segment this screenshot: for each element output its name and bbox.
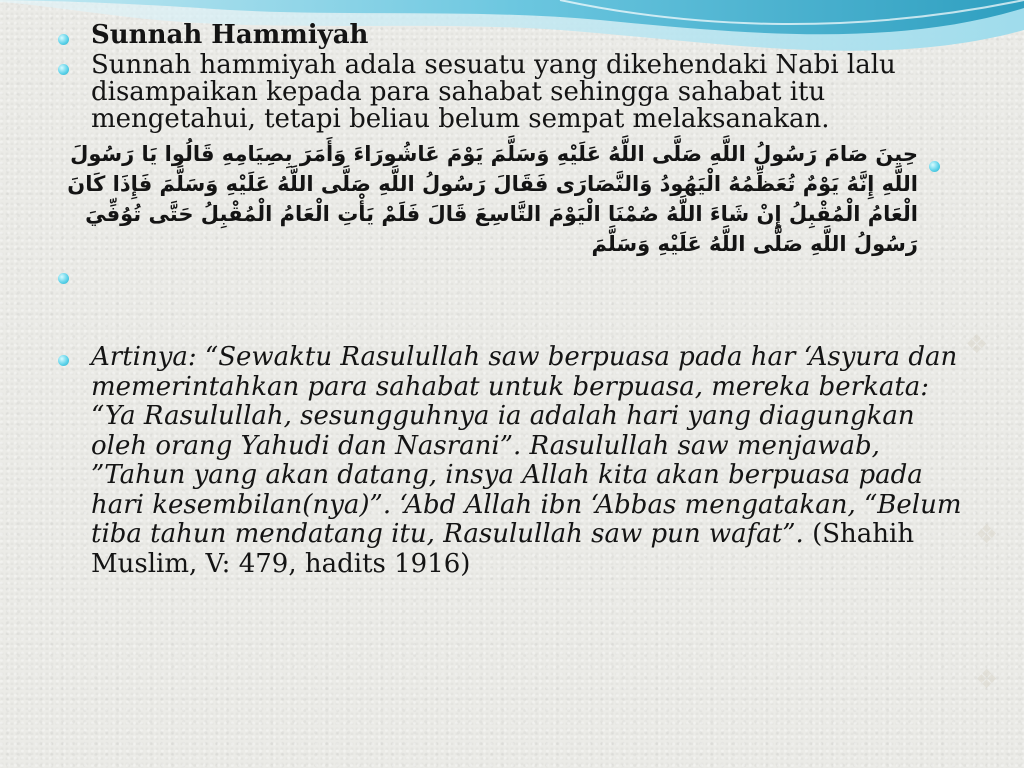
bullet-icon <box>58 355 69 366</box>
bullet-icon <box>58 64 69 75</box>
background-ornament: ❖ <box>975 665 999 695</box>
arabic-hadith-text: حِينَ صَامَ رَسُولُ اللَّهِ صَلَّى اللَّهُ عَلَيْهِ وَسَلَّمَ يَوْمَ عَاشُورَاءَ وَأَمَرَ بِصِيَامِهِ قَالُوا يَا رَسُولَ اللَّهِ إِنَّهُ يَوْمٌ تُعَظِّمُهُ الْيَهُودُ وَالنَّصَارَى فَقَالَ رَسُولُ اللَّهِ صَلَّى اللَّهُ عَلَيْهِ وَسَلَّمَ فَإِذَا كَانَ الْعَامُ الْمُقْبِلُ إِنْ شَاءَ اللَّهُ صُمْنَا الْيَوْمَ التَّاسِعَ قَالَ فَلَمْ يَأْتِ الْعَامُ الْمُقْبِلُ حَتَّى تُوُفِّيَ رَسُولُ اللَّهِ صَلَّى اللَّهُ عَلَيْهِ وَسَلَّمَ <box>67 142 918 256</box>
slide-body <box>58 22 968 579</box>
translation-text <box>91 343 968 579</box>
bullet-definition <box>58 52 968 133</box>
bullet-empty <box>58 261 968 297</box>
background-ornament: ❖ <box>975 520 999 550</box>
slide-title: Sunnah Hammiyah <box>91 20 369 50</box>
translation-italic: Artinya: “Sewaktu Rasulullah saw berpuasa pada har ‘Asyura dan memerintahkan para sahabat untuk berpuasa, mereka berkata: “Ya Rasulullah, sesungguhnya ia adalah hari yang diagungkan oleh orang Yahudi dan Nasrani”. Rasulullah saw menjawab, ”Tahun yang akan datang, insya Allah kita akan berpuasa pada hari kesembilan(nya)”. ‘Abd Allah ibn ‘Abbas mengatakan, “Belum tiba tahun mendatang itu, Rasulullah saw pun wafat”. <box>91 342 962 549</box>
background-ornament: ❖ <box>965 330 989 360</box>
bullet-icon <box>58 34 69 45</box>
definition-text: Sunnah hammiyah adala sesuatu yang dikehendaki Nabi lalu disampaikan kepada para sahabat sehingga sahabat itu mengetahui, tetapi beliau belum sempat melaksanakan. <box>91 50 896 134</box>
bullet-icon <box>929 161 940 172</box>
bullet-arabic-hadith <box>58 139 968 259</box>
bullet-title <box>58 22 968 49</box>
bullet-icon <box>58 273 69 284</box>
translation-source: (Shahih Muslim, V: 479, hadits 1916) <box>91 519 915 579</box>
bullet-translation <box>58 343 968 579</box>
